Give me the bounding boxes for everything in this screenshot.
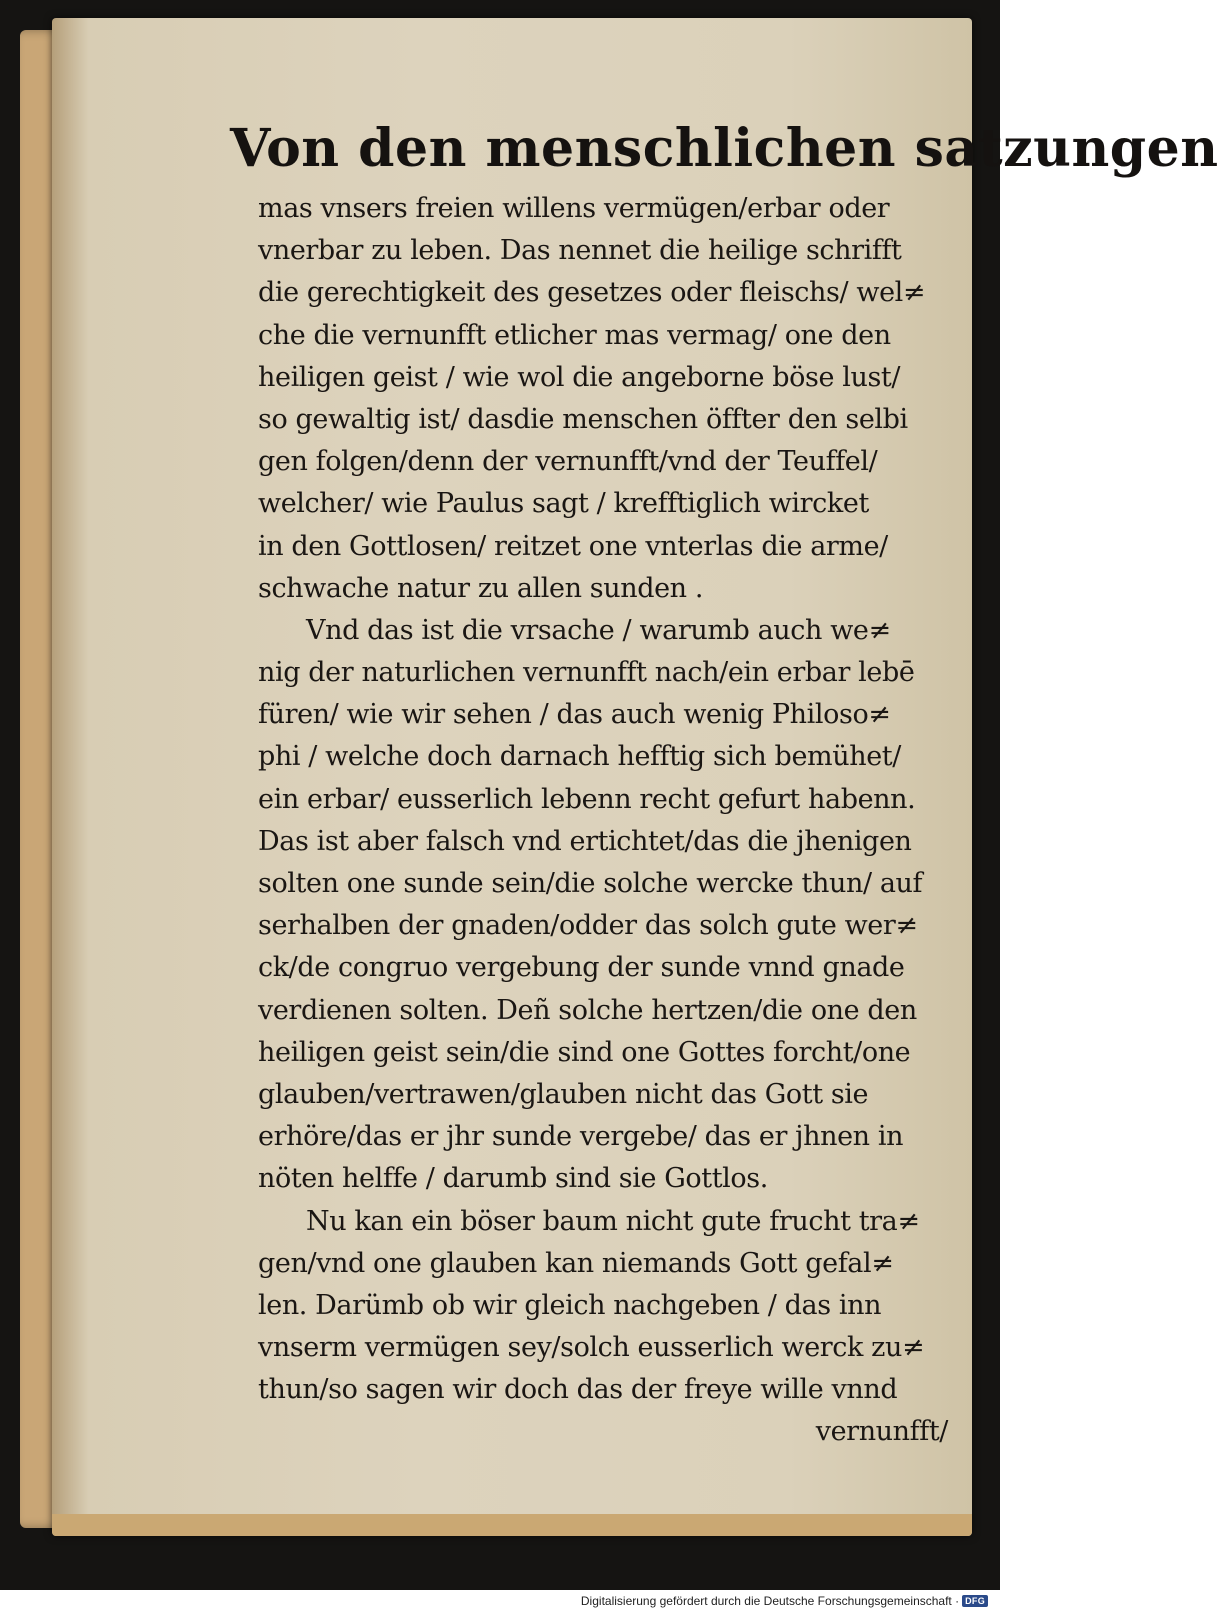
- text-line: thun/so sagen wir doch das der freye wille vnnd: [258, 1374, 898, 1406]
- text-line: Das ist aber falsch vnd ertichtet/das die jhenigen: [258, 825, 912, 857]
- text-line: schwache natur zu allen sunden .: [258, 572, 704, 604]
- text-line: che die vernunfft etlicher mas vermag/ one den: [258, 319, 891, 351]
- dfg-logo: DFG: [962, 1595, 988, 1607]
- page-heading: Von den menschlichen satzungen: [230, 118, 1219, 179]
- text-line: erhöre/das er jhr sunde vergebe/ das er jhnen in: [258, 1121, 904, 1153]
- text-line: serhalben der gnaden/odder das solch gute wer≠: [258, 910, 918, 942]
- text-line: Nu kan ein böser baum nicht gute frucht tra≠: [306, 1205, 920, 1237]
- text-line: welcher/ wie Paulus sagt / krefftiglich wircket: [258, 488, 869, 520]
- text-line: vnserm vermügen sey/solch eusserlich werck zu≠: [258, 1332, 925, 1364]
- text-line: phi / welche doch darnach hefftig sich bemühet/: [258, 741, 901, 773]
- text-line: len. Darümb ob wir gleich nachgeben / das inn: [258, 1289, 882, 1321]
- text-line: mas vnsers freien willens vermügen/erbar oder: [258, 193, 890, 224]
- text-line: glauben/vertrawen/glauben nicht das Gott sie: [258, 1078, 869, 1110]
- text-line: heiligen geist sein/die sind one Gottes forcht/one: [258, 1036, 911, 1068]
- text-line: so gewaltig ist/ dasdie menschen öffter den selbi: [258, 403, 908, 435]
- text-line: solten one sunde sein/die solche wercke thun/ auf: [258, 868, 923, 899]
- credit-text: Digitalisierung gefördert durch die Deutsche Forschungsgemeinschaft ·: [580, 1594, 960, 1608]
- text-line: die gerechtigkeit des gesetzes oder fleischs/ wel≠: [258, 277, 926, 309]
- digitization-credit: [581, 1592, 988, 1610]
- text-line: nöten helffe / darumb sind sie Gottlos.: [258, 1163, 768, 1195]
- text-line: vnerbar zu leben. Das nennet die heilige schrifft: [258, 235, 902, 267]
- text-line: ck/de congruo vergebung der sunde vnnd gnade: [258, 952, 905, 984]
- text-line: Vnd das ist die vrsache / warumb auch we≠: [306, 614, 891, 646]
- page-body-text: [258, 188, 948, 1454]
- catchword: vernunfft/: [815, 1416, 948, 1448]
- text-line: verdienen solten. Deñ solche hertzen/die one den: [258, 994, 917, 1026]
- text-line: heiligen geist / wie wol die angeborne böse lust/: [258, 361, 901, 393]
- text-line: gen folgen/denn der vernunfft/vnd der Teuffel/: [258, 446, 878, 478]
- text-line: ein erbar/ eusserlich lebenn recht gefurt habenn.: [258, 783, 916, 815]
- text-line: in den Gottlosen/ reitzet one vnterlas die arme/: [258, 530, 888, 562]
- text-line: gen/vnd one glauben kan niemands Gott gefal≠: [258, 1247, 894, 1279]
- text-line: nig der naturlichen vernunfft nach/ein erbar lebē: [258, 657, 915, 689]
- text-line: füren/ wie wir sehen / das auch wenig Philoso≠: [258, 699, 891, 731]
